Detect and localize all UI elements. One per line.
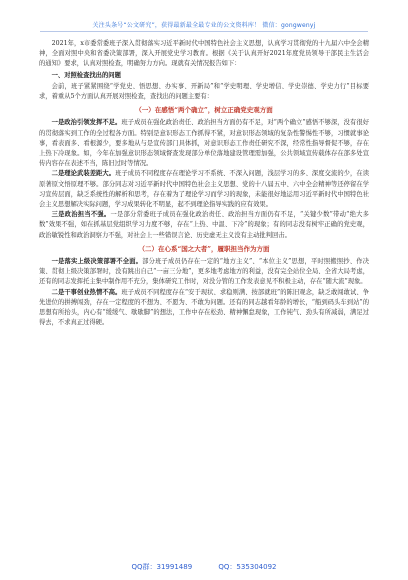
header-banner: 关注头条号“公文研究”，获得最新最全最专业的公文资料库！ 微信：gongwenyj <box>92 22 316 29</box>
item-paragraph-1 <box>39 118 369 169</box>
subsection-heading-1: （一）在感悟“两个确立”，树立正确党史观方面 <box>135 106 273 115</box>
document-body <box>39 39 369 328</box>
item-paragraph-3 <box>39 210 369 241</box>
item-lead-3: 三是政治担当不强。 <box>51 211 111 219</box>
item-lead-5: 二是干事创业热情不高。 <box>51 288 122 296</box>
footer-contact <box>0 562 408 572</box>
footer-qq: QQ：535304092 <box>218 563 277 571</box>
footer-qq-group: QQ群：31991489 <box>131 563 193 571</box>
item-text-1: 班子成员在强化政治责任、政治担当方面仍有不足，对“两个确立”感悟不够深，没有很好的贯彻落实到工作的全过程各方面。特别是意识形态工作抓得不紧，对意识形态领域的复杂性警惕性不够，习惯就事论事，看表面多、看根源少，要多地从与是宣传部门具体抓，对意识形态工作责任研究不深，经常性指导督促不够，存在上热下冷现象。如，今年在加强意识形态领域督查发现部分单位落地建设管理需加强，公共领域宣传载体存在部多处宣传内容存在表述不当，陈旧过时等情况。 <box>39 119 369 168</box>
header-divider <box>40 31 368 32</box>
item-text-2: 班子成员不同程度存在理论学习不系统、不深入问题，浅层学习的多、深度交流的少，在读原著原文悟原理不够。部分同志对习近平新时代中国特色社会主义思想、党的十八届五中、六中全会精神等还停留在学习宣传层面，缺乏系统性的解析和思考，存在着为了理论学习而学习的现象，未能很好地运用习近平新时代中国特色社会主义思想解决实际问题，学习成果转化不明显，起不到理论指导实践的应有效果。 <box>39 170 370 209</box>
item-paragraph-2 <box>39 169 369 210</box>
item-text-3: 一是部分常委班子成员在强化政治责任、政治担当方面仍有不足，“关键少数”带动“绝大多数”效果不强，如在抓基层党组织学习力度不够，存在“上热、中温、下冷”的现象；有的同志没有树牢正确的党史观，政治敏锐性和政治洞察力不强，对社会上一些错误言论、历史虚无主义没有主动批判回击。 <box>39 211 369 239</box>
item-paragraph-5 <box>39 288 369 329</box>
item-lead-4: 一是落实上级决策部署不全面。 <box>51 258 143 266</box>
subsection-heading-2: （二）在心系“国之大者”，履职担当作为方面 <box>138 244 270 253</box>
item-paragraph-4 <box>39 257 369 288</box>
item-lead-2: 二是理论武装差距大。 <box>51 170 116 178</box>
item-lead-1: 一是政治引领发挥不足。 <box>51 119 122 127</box>
item-text-5: 班子成员不同程度存在“安于现状、求稳则满、按部就班”的陈旧观念，缺乏敢闯敢试、争先进位的拼搏闯劲，存在一定程度的不想为、不愿为、不敢为问题。还有的同志越看年龄的增长，“船到码头车到站”的思想有所抬头，内心有“缓缓气、歇歇脚”的想法，工作中存在松劲、精神懈怠现象，工作钝气、劲头有所减弱，满足过得去，不求真正过得硬。 <box>39 288 369 327</box>
intro-paragraph: 2021年，x市委常委班子深入贯彻落实习近平新时代中国特色社会主义思想，认真学习贯彻党的十九届六中全会精神，全面对照中央和省委决策部署，深入开展党史学习教育。根据《关于认真开好2021年度党员领导干部民主生活会的通知》要求，认真对照检查，明确努力方向。现就有关情况报告如下： <box>39 40 369 68</box>
section-heading: 一、对照检查找出的问题 <box>51 71 121 79</box>
item-text-4: 部分班子成员仍存在一定的“地方主义”、“本位主义”思想，平时照搬照抄、作决策、贯彻上级决策部署时，没有跳出自己“一亩三分地”，更多地考虑地方的利益，没有完全站位全局、全省大局考虑，还有的同志发挥托主集中制作用不充分，集体研究工作时，对没分管的工作发表意见不积极主动，存在“随大流”现象。 <box>39 258 369 286</box>
section-intro-paragraph: 会前，班子紧紧围绕“学党史、悟思想、办实事、开新局”和“学史明理、学史增信、学史崇德、学史力行”目标要求，着重从5个方面认真开展对照检查，查找出的问题主要有： <box>39 82 369 101</box>
